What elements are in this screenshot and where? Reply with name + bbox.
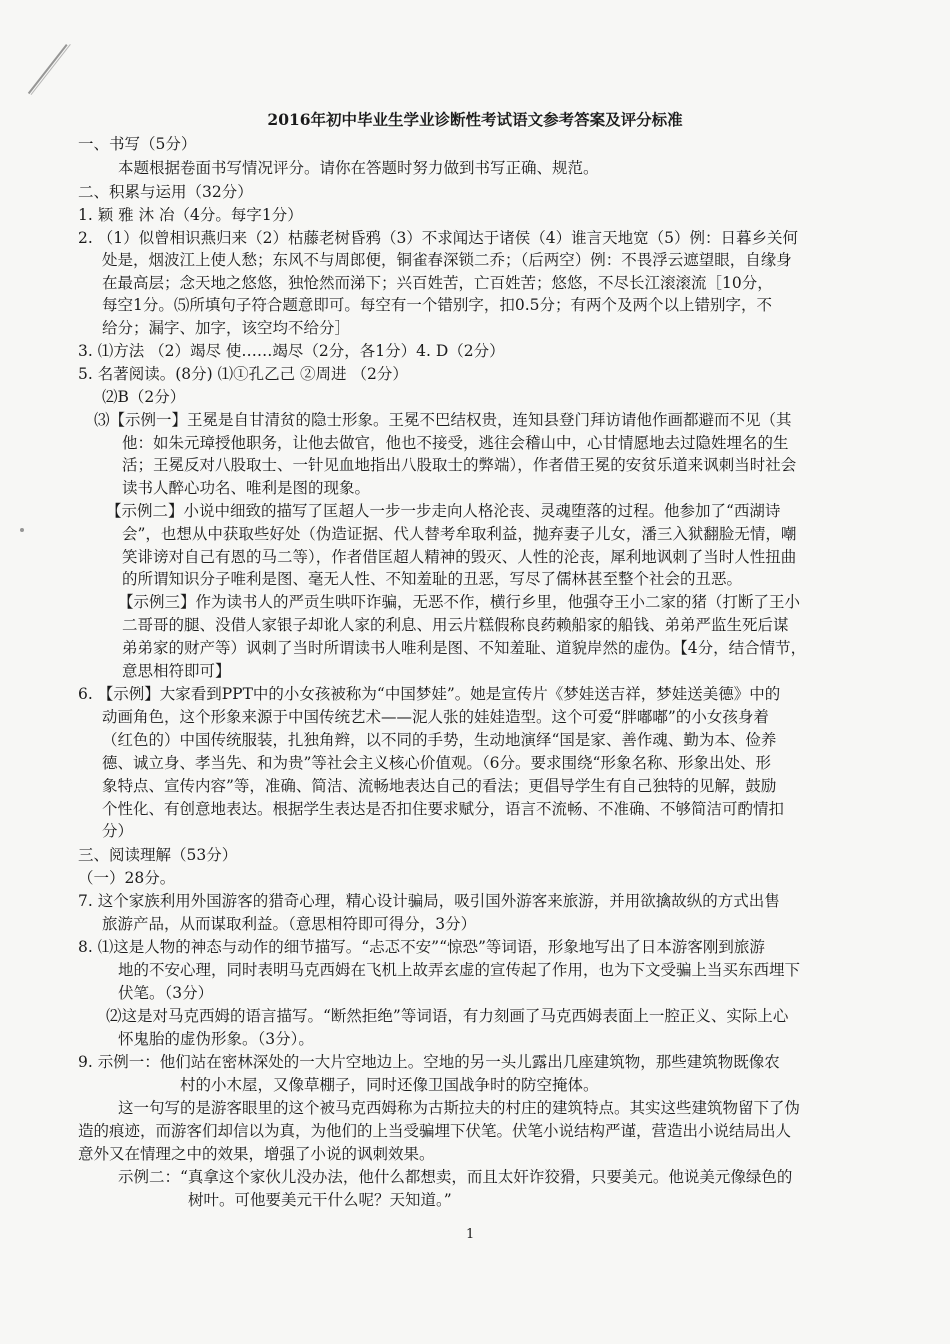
text-line: 象特点、宣传内容”等，准确、简洁、流畅地表达自己的看法；更倡导学生有自己独特的见解，鼓励 <box>102 777 777 795</box>
text-line: 德、诚立身、孝当先、和为贵”等社会主义核心价值观。（6分。要求围绕“形象名称、形象出处、形 <box>102 754 771 772</box>
text-line: 3. ⑴方法 （2）竭尽 使……竭尽（2分，各1分）4. D（2分） <box>78 342 505 360</box>
scan-dot <box>20 528 24 532</box>
text-line: 地的不安心理，同时表明马克西姆在飞机上故弄玄虚的宣传起了作用，也为下文受骗上当买东西埋下 <box>118 961 801 979</box>
text-line: 他：如朱元璋授他职务，让他去做官，他也不接受，逃往会稽山中，心甘情愿地去过隐姓埋名的生 <box>122 434 789 452</box>
text-line: 5. 名著阅读。(8分) ⑴①孔乙己 ②周进 （2分） <box>78 365 408 383</box>
text-line: 三、阅读理解（53分） <box>78 846 238 864</box>
text-line: 意思相符即可】 <box>122 662 231 680</box>
text-line: 怀鬼胎的虚伪形象。（3分）。 <box>118 1030 314 1048</box>
text-line: ⑵B（2分） <box>102 388 186 406</box>
text-line: 【示例二】小说中细致的描写了匡超人一步一步走向人格沦丧、灵魂堕落的过程。他参加了“西湖诗 <box>106 502 781 520</box>
text-line: 这一句写的是游客眼里的这个被马克西姆称为古斯拉夫的村庄的建筑特点。其实这些建筑物留下了伪 <box>118 1099 801 1117</box>
page-number: 1 <box>466 1227 475 1242</box>
text-line: 笑诽谤对自己有恩的马二等），作者借匡超人精神的毁灭、人性的沦丧，犀利地讽刺了当时人性扭曲 <box>122 548 797 566</box>
text-line: 造的痕迹，而游客们却信以为真，为他们的上当受骗埋下伏笔。伏笔小说结构严谨，营造出小说结局出人 <box>78 1122 792 1140</box>
text-line: 活；王冕反对八股取士、一针见血地指出八股取士的弊端），作者借王冕的安贫乐道来讽刺当时社会 <box>122 456 797 474</box>
text-line: 每空1分。⑸所填句子符合题意即可。每空有一个错别字，扣0.5分；有两个及两个以上错别字，不 <box>102 296 773 314</box>
scan-pen-mark <box>31 44 71 95</box>
text-line: 【示例三】作为读书人的严贡生哄吓诈骗，无恶不作，横行乡里，他强夺王小二家的猪（打断了王小 <box>118 593 801 611</box>
text-line: 7. 这个家族利用外国游客的猎奇心理，精心设计骗局，吸引国外游客来旅游，并用欲擒故纵的方式出售 <box>78 892 780 910</box>
text-line: 6. 【示例】大家看到PPT中的小女孩被称为“中国梦娃”。她是宣传片《梦娃送吉祥，梦娃送美德》中的 <box>78 685 781 703</box>
document-title: 2016年初中毕业生学业诊断性考试语文参考答案及评分标准 <box>267 110 683 129</box>
text-line: 树叶。可他要美元干什么呢？天知道。” <box>188 1191 452 1209</box>
text-line: 村的小木屋，又像草棚子，同时还像卫国战争时的防空掩体。 <box>180 1076 599 1094</box>
text-line: 伏笔。（3分） <box>118 984 214 1002</box>
scan-pen-mark <box>28 44 68 94</box>
text-line: 示例二：“真拿这个家伙儿没办法，他什么都想卖，而且太奸诈狡猾，只要美元。他说美元像绿色的 <box>118 1168 793 1186</box>
text-line: 本题根据卷面书写情况评分。请你在答题时努力做到书写正确、规范。 <box>118 159 599 177</box>
text-line: 意外又在情理之中的效果，增强了小说的讽刺效果。 <box>78 1145 435 1163</box>
text-line: 二、积累与运用（32分） <box>78 183 253 201</box>
text-line: 读书人醉心功名、唯利是图的现象。 <box>122 479 371 497</box>
text-line: 给分；漏字、加字，该空均不给分］ <box>102 319 351 337</box>
text-line: 二哥哥的腿、没借人家银子却讹人家的利息、用云片糕假称良药赖船家的船钱、弟弟严监生死后谋 <box>122 616 789 634</box>
text-line: 2. （1）似曾相识燕归来（2）枯藤老树昏鸦（3）不求闻达于诸侯（4）谁言天地宽（5）例：日暮乡关何 <box>78 229 799 247</box>
text-line: 动画角色，这个形象来源于中国传统艺术——泥人张的娃娃造型。这个可爱“胖嘟嘟”的小女孩身着 <box>102 708 769 726</box>
text-line: 在最高层；念天地之悠悠，独怆然而涕下；兴百姓苦，亡百姓苦；悠悠，不尽长江滚滚流［10分， <box>102 274 773 292</box>
text-line: 分） <box>102 822 134 840</box>
text-line: 9. 示例一：他们站在密林深处的一大片空地边上。空地的另一头儿露出几座建筑物，那些建筑物既像农 <box>78 1053 780 1071</box>
text-line: 的所谓知识分子唯利是图、毫无人性、不知羞耻的丑恶，写尽了儒林甚至整个社会的丑恶。 <box>122 570 743 588</box>
text-line: ⑵这是对马克西姆的语言描写。“断然拒绝”等词语，有力刻画了马克西姆表面上一腔正义、实际上心 <box>106 1007 789 1025</box>
text-line: 1. 颖 雅 沐 冶（4分。每字1分） <box>78 206 303 224</box>
text-line: 处是，烟波江上使人愁；东风不与周郎便，铜雀春深锁二乔；（后两空）例：不畏浮云遮望眼，自缘身 <box>102 251 792 269</box>
text-line: 个性化、有创意地表达。根据学生表达是否扣住要求赋分，语言不流畅、不准确、不够简洁可酌情扣 <box>102 800 785 818</box>
text-line: 会”，也想从中获取些好处（伪造证据、代人替考牟取利益，抛弃妻子儿女，潘三入狱翻脸无情，嘲 <box>122 525 797 543</box>
text-line: （红色的）中国传统服装，扎独角辫，以不同的手势，生动地演绎“国是家、善作魂、勤为本、俭养 <box>102 731 777 749</box>
text-line: （一）28分。 <box>78 869 176 887</box>
text-line: ⑶【示例一】王冕是自甘清贫的隐士形象。王冕不巴结权贵，连知县登门拜访请他作画都避而不见（其 <box>94 411 792 429</box>
text-line: 8. ⑴这是人物的神态与动作的细节描写。“忐忑不安”“惊恐”等词语，形象地写出了日本游客刚到旅游 <box>78 938 765 956</box>
text-line: 一、书写（5分） <box>78 135 197 153</box>
text-line: 旅游产品，从而谋取利益。（意思相符即可得分，3分） <box>102 915 477 933</box>
text-line: 弟弟家的财产等）讽刺了当时所谓读书人唯利是图、不知羞耻、道貌岸然的虚伪。【4分，结合情节， <box>122 639 807 657</box>
